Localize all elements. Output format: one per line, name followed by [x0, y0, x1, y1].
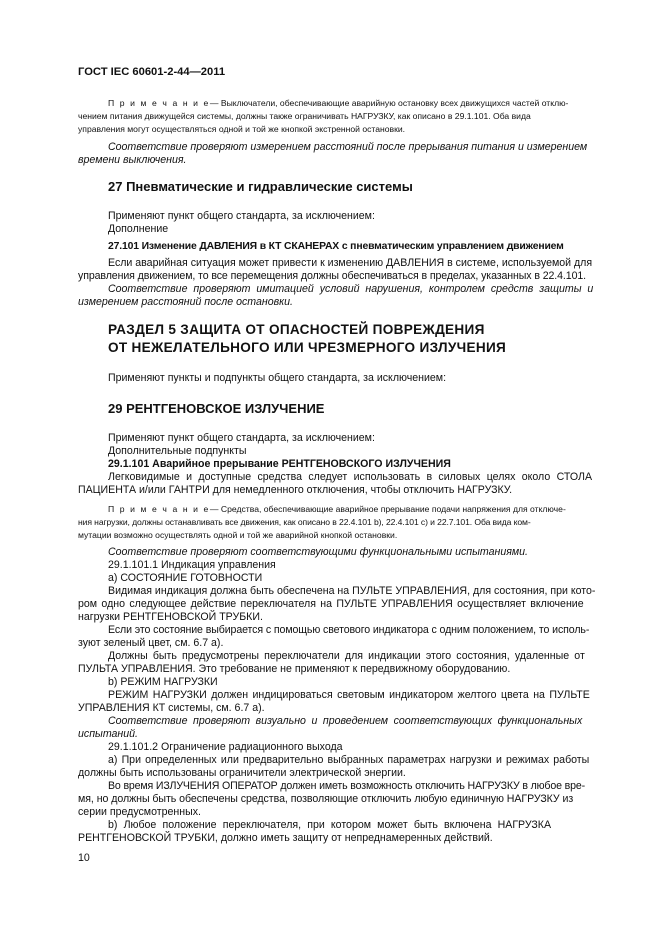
body-text: а) При определенных или предварительно выбранных параметрах нагрузки и режимах работы [108, 754, 590, 766]
body-text: должны быть использованы ограничители электрической энергии. [78, 767, 406, 779]
compliance-text: Соответствие проверяют визуально и проведением соответствующих функциональных [108, 715, 583, 727]
clause-29-1-101-1: 29.1.101.1 Индикация управления [108, 559, 276, 571]
part-heading-5-cont: ОТ НЕЖЕЛАТЕЛЬНОГО ИЛИ ЧРЕЗМЕРНОГО ИЗЛУЧЕНИЯ [108, 340, 507, 355]
body-text: мя, но должны быть обеспечены средства, позволяющие отключить любую единичную НАГРУЗКУ из [78, 793, 574, 805]
compliance-text: Соответствие проверяют измерением расстояний после прерывания питания и измерением [108, 141, 588, 153]
compliance-text: Соответствие проверяют соответствующими функциональными испытаниями. [108, 546, 528, 558]
body-text: Легковидимые и доступные средства следует использовать в силовых целях около СТОЛА [108, 471, 593, 483]
body-text: серии предусмотренных. [78, 806, 201, 818]
note-line: чением питания движущейся системы, должны также ограничивать НАГРУЗКУ, как описано в 29.1.101. Оба вида [78, 111, 531, 121]
body-text: Если это состояние выбирается с помощью светового индикатора с одним положением, то исполь- [108, 624, 590, 636]
item-a-ready-state: a) СОСТОЯНИЕ ГОТОВНОСТИ [108, 572, 263, 584]
body-text: b) Любое положение переключателя, при котором может быть включена НАГРУЗКА [108, 819, 552, 831]
note-line: ния нагрузки, должны останавливать все движения, как описано в 22.4.101 b), 22.4.101 c) и 22.7.101. Оба вида ком- [78, 517, 531, 527]
body-text: РЕЖИМ НАГРУЗКИ должен индицироваться световым индикатором желтого цвета на ПУЛЬТЕ [108, 689, 590, 701]
body-text: ром одно следующее действие переключателя на ПУЛЬТЕ УПРАВЛЕНИЯ осуществляет включение [78, 598, 584, 610]
body-text: РЕНТГЕНОВСКОЙ ТРУБКИ, должно иметь защиту от непреднамеренных действий. [78, 832, 493, 844]
section-heading-29: 29 РЕНТГЕНОВСКОЕ ИЗЛУЧЕНИЕ [108, 401, 325, 416]
body-text: Должны быть предусмотрены переключатели для индикации этого состояния, удаленные от [108, 650, 585, 662]
note-label: П р и м е ч а н и е [108, 504, 210, 514]
standard-header: ГОСТ IEC 60601-2-44—2011 [78, 66, 226, 78]
note-paragraph: П р и м е ч а н и е— Выключатели, обеспечивающие аварийную остановку всех движущихся частей отклю- [108, 98, 569, 108]
body-text: УПРАВЛЕНИЯ КТ системы, см. 6.7 а). [78, 702, 265, 714]
clause-29-1-101-2: 29.1.101.2 Ограничение радиационного выхода [108, 741, 343, 753]
body-text: Применяют пункт общего стандарта, за исключением: [108, 432, 375, 444]
body-text: Если аварийная ситуация может привести к изменению ДАВЛЕНИЯ в системе, используемой для [108, 257, 593, 269]
body-text: нагрузки РЕНТГЕНОВСКОЙ ТРУБКИ. [78, 611, 263, 623]
body-text: Применяют пункт общего стандарта, за исключением: [108, 210, 375, 222]
compliance-text: измерением расстояний после остановки. [78, 296, 293, 308]
note-label: П р и м е ч а н и е [108, 98, 210, 108]
body-text: зуют зеленый цвет, см. 6.7 а). [78, 637, 224, 649]
body-text: управления движением, то все перемещения должны обеспечиваться в пределах, указанных в 22.4.101. [78, 270, 586, 282]
compliance-text: времени выключения. [78, 154, 187, 166]
body-text: Во время ИЗЛУЧЕНИЯ ОПЕРАТОР должен иметь возможность отключить НАГРУЗКУ в любое вре- [108, 780, 585, 792]
section-heading-27: 27 Пневматические и гидравлические системы [108, 179, 413, 194]
compliance-text: испытаний. [78, 728, 138, 740]
subsection-heading-27-101: 27.101 Изменение ДАВЛЕНИЯ в КТ СКАНЕРАХ с пневматическим управлением движением [108, 241, 564, 252]
body-text: ПУЛЬТА УПРАВЛЕНИЯ. Это требование не применяют к передвижному оборудованию. [78, 663, 511, 675]
note-line: управления могут осуществляться одной и той же кнопкой экстренной остановки. [78, 124, 406, 134]
item-b-load-mode: b) РЕЖИМ НАГРУЗКИ [108, 676, 218, 688]
body-text: ПАЦИЕНТА и/или ГАНТРИ для немедленного отключения, чтобы отключить НАГРУЗКУ. [78, 484, 513, 496]
note-line: мутации возможно осуществлять одной и той же аварийной кнопкой остановки. [78, 530, 398, 540]
subsection-heading-29-1-101: 29.1.101 Аварийное прерывание РЕНТГЕНОВСКОГО ИЗЛУЧЕНИЯ [108, 458, 451, 470]
body-text: Видимая индикация должна быть обеспечена на ПУЛЬТЕ УПРАВЛЕНИЯ, для состояния, при кото- [108, 585, 596, 597]
note-paragraph: П р и м е ч а н и е— Средства, обеспечивающие аварийное прерывание подачи напряжения для отключе- [108, 504, 566, 514]
body-text: Дополнительные подпункты [108, 445, 247, 457]
body-text: Применяют пункты и подпункты общего стандарта, за исключением: [108, 372, 447, 384]
compliance-text: Соответствие проверяют имитацией условий нарушения, контролем средств защиты и [108, 283, 594, 295]
body-text: Дополнение [108, 223, 169, 235]
page-number: 10 [78, 852, 90, 864]
part-heading-5: РАЗДЕЛ 5 ЗАЩИТА ОТ ОПАСНОСТЕЙ ПОВРЕЖДЕНИЯ [108, 322, 485, 337]
